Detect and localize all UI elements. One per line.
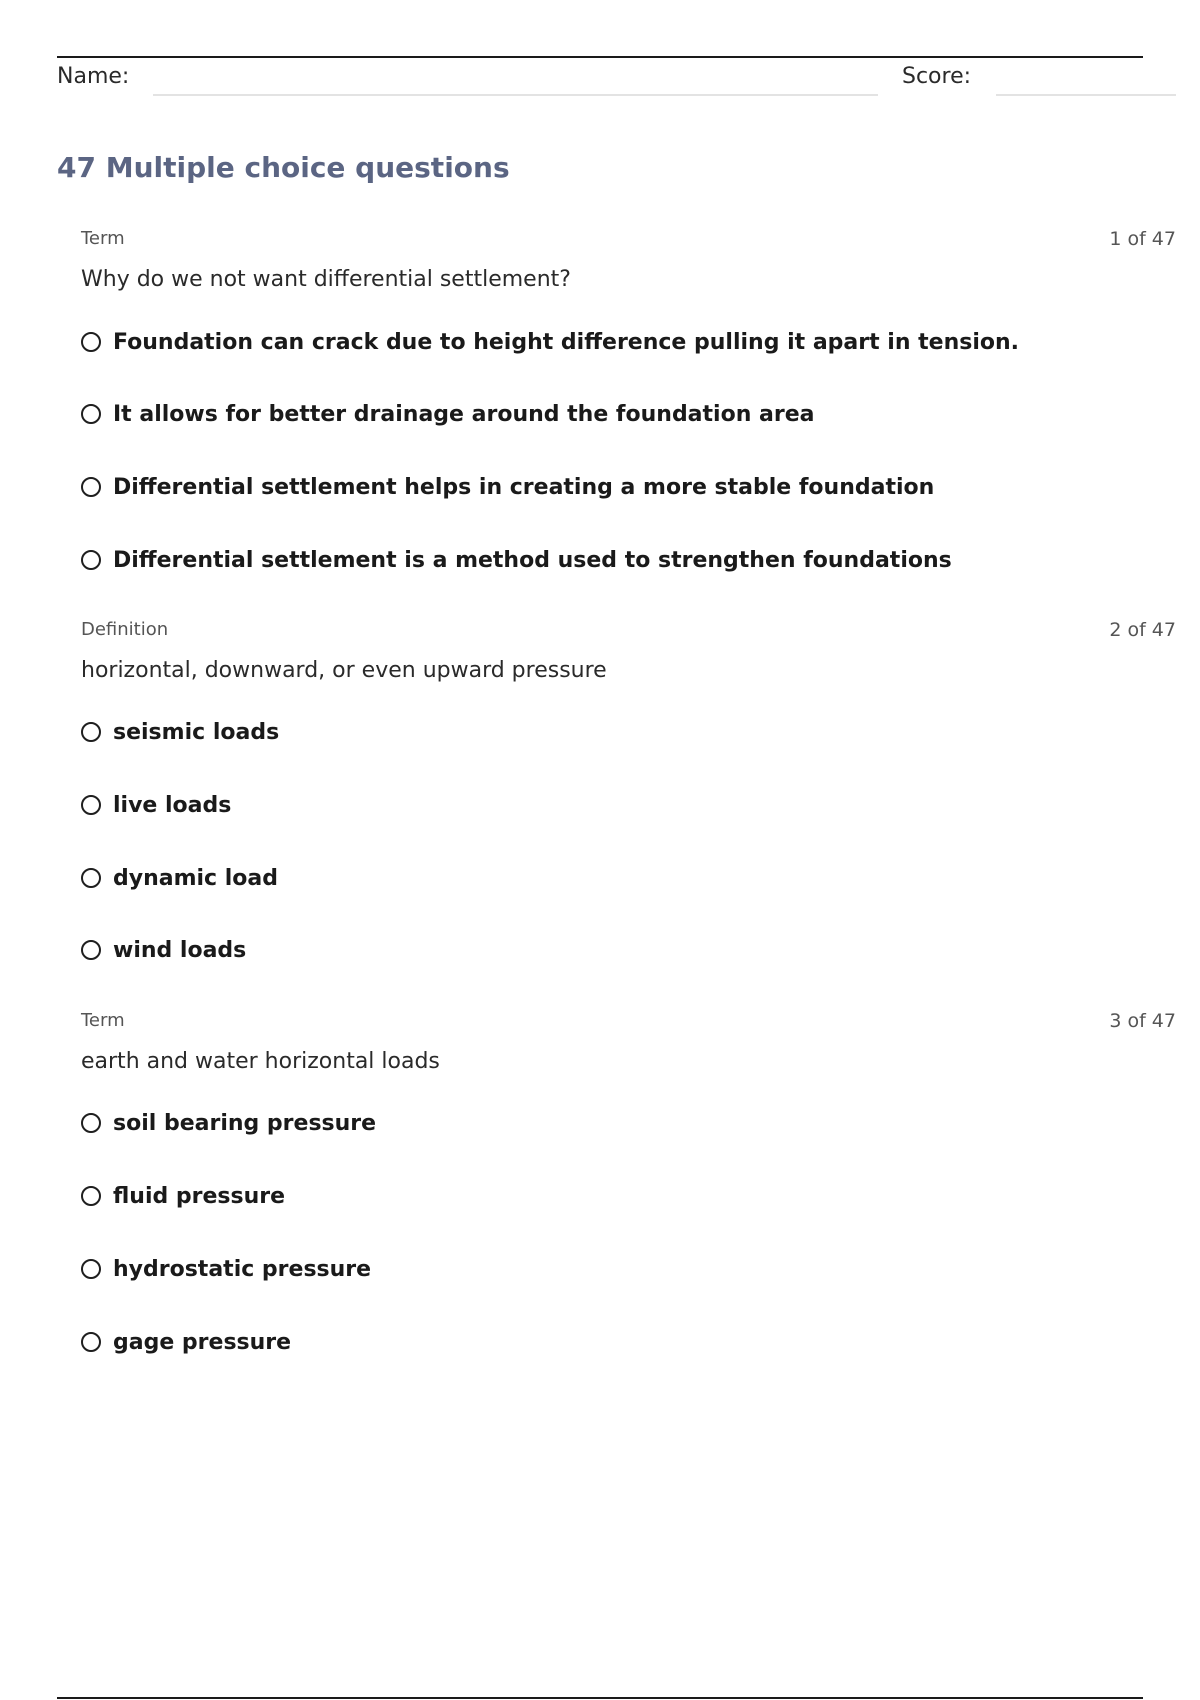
answer-option[interactable]	[81, 935, 246, 965]
question-prompt: Why do we not want differential settlement?	[81, 267, 571, 292]
answer-option-text: fluid pressure	[113, 1183, 286, 1209]
bottom-divider	[57, 1697, 1143, 1699]
answer-option-text: Differential settlement is a method used to strengthen foundations	[113, 547, 952, 573]
answer-option[interactable]	[81, 1254, 371, 1284]
question-prompt: horizontal, downward, or even upward pressure	[81, 658, 607, 683]
answer-option-text: soil bearing pressure	[113, 1110, 377, 1136]
radio-button[interactable]	[81, 1186, 101, 1206]
answer-option[interactable]	[81, 790, 231, 820]
radio-button[interactable]	[81, 940, 101, 960]
question-counter: 2 of 47	[1109, 619, 1176, 641]
question-type: Term	[81, 1010, 125, 1031]
radio-button[interactable]	[81, 1259, 101, 1279]
question-prompt: earth and water horizontal loads	[81, 1049, 440, 1074]
answer-option[interactable]	[81, 399, 815, 429]
answer-option[interactable]	[81, 545, 952, 575]
question-type: Term	[81, 228, 125, 249]
radio-button[interactable]	[81, 722, 101, 742]
radio-button[interactable]	[81, 332, 101, 352]
answer-option-text: Differential settlement helps in creating a more stable foundation	[113, 474, 935, 500]
radio-button[interactable]	[81, 1332, 101, 1352]
answer-option-text: wind loads	[113, 937, 247, 963]
answer-option[interactable]	[81, 717, 279, 747]
radio-button[interactable]	[81, 477, 101, 497]
radio-button[interactable]	[81, 550, 101, 570]
question-counter: 3 of 47	[1109, 1010, 1176, 1032]
radio-button[interactable]	[81, 404, 101, 424]
answer-option-text: It allows for better drainage around the foundation area	[113, 401, 815, 427]
answer-option-text: gage pressure	[113, 1329, 292, 1355]
question-counter: 1 of 47	[1109, 228, 1176, 250]
name-label: Name:	[57, 64, 130, 89]
top-divider	[57, 56, 1143, 58]
page-title: 47 Multiple choice questions	[57, 151, 510, 184]
score-label: Score:	[902, 64, 972, 89]
question-type: Definition	[81, 619, 169, 640]
answer-option-text: dynamic load	[113, 865, 279, 891]
answer-option[interactable]	[81, 472, 934, 502]
answer-option-text: Foundation can crack due to height difference pulling it apart in tension.	[113, 329, 1020, 355]
answer-option-text: hydrostatic pressure	[113, 1256, 372, 1282]
answer-option[interactable]	[81, 327, 1019, 357]
radio-button[interactable]	[81, 1113, 101, 1133]
answer-option[interactable]	[81, 863, 278, 893]
answer-option[interactable]	[81, 1108, 376, 1138]
answer-option-text: live loads	[113, 792, 232, 818]
name-field-line	[153, 94, 878, 96]
radio-button[interactable]	[81, 795, 101, 815]
answer-option[interactable]	[81, 1327, 291, 1357]
answer-option[interactable]	[81, 1181, 285, 1211]
answer-option-text: seismic loads	[113, 719, 280, 745]
score-field-line	[996, 94, 1176, 96]
radio-button[interactable]	[81, 868, 101, 888]
